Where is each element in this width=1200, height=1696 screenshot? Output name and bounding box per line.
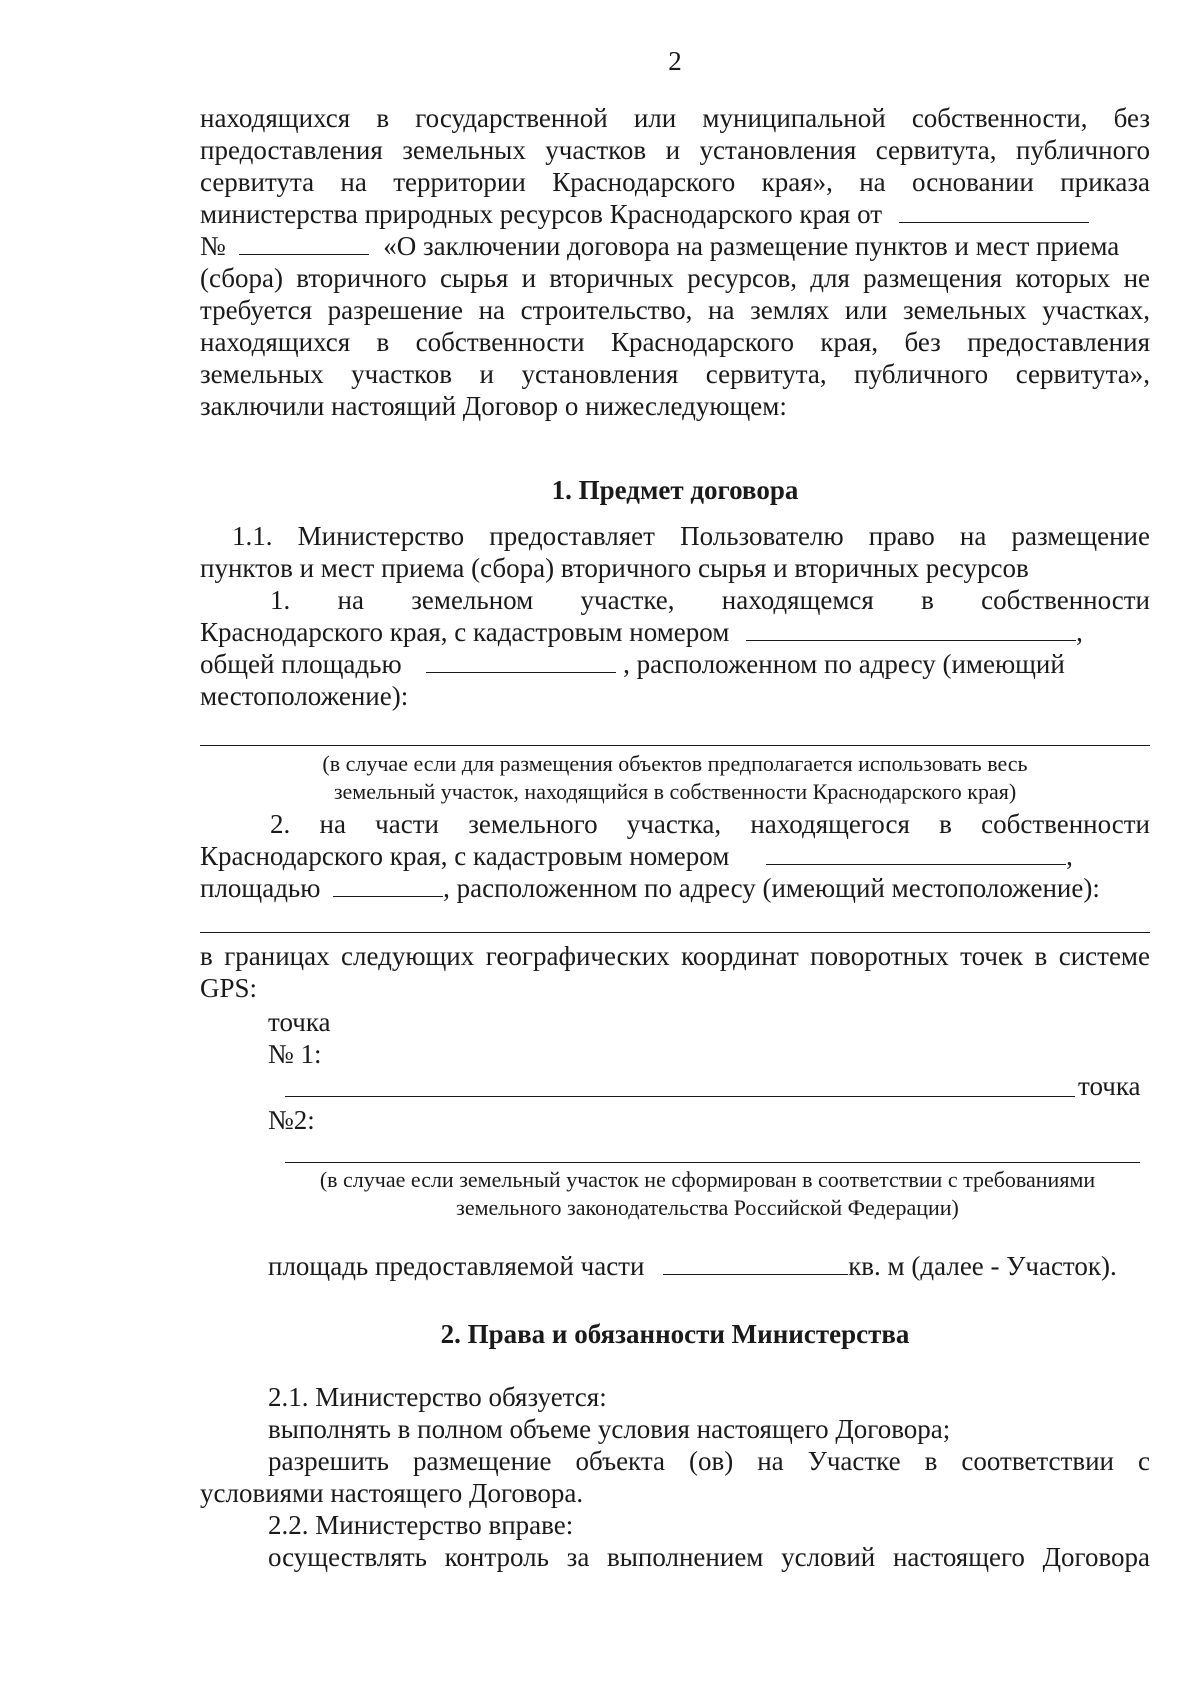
- intro-line-7: требуется разрешение на строительство, на землях или земельных участках,: [200, 295, 1150, 325]
- cadastral-number-blank-2: [766, 842, 1066, 865]
- p22-a-line: осуществлять контроль за выполнением условий настоящего Договора: [268, 1542, 1150, 1572]
- gps-line-2: GPS:: [200, 973, 258, 1003]
- intro-line-2: предоставления земельных участков и установления сервитута, публичного: [200, 135, 1150, 165]
- point2-label: №2:: [268, 1105, 315, 1135]
- item1-line-3: [200, 648, 1150, 680]
- item2-line-2-text: Краснодарского края, с кадастровым номером: [200, 841, 730, 871]
- point1-label: № 1:: [268, 1039, 322, 1069]
- intro-line-4: [200, 198, 1150, 230]
- item1-line-3-rest: , расположенном по адресу (имеющий: [623, 649, 1065, 679]
- area-value-blank: [663, 1252, 848, 1275]
- item1-line-2: [200, 616, 1150, 648]
- p21-b-line-2: условиями настоящего Договора.: [200, 1478, 584, 1508]
- p22-line: 2.2. Министерство вправе:: [268, 1510, 574, 1540]
- item2-line-3: [200, 872, 1150, 904]
- intro-line-5-text: «О заключении договора на размещение пунктов и мест приема: [383, 231, 1120, 261]
- address-blank-2: [200, 932, 1150, 933]
- item1-line-1: 1. на земельном участке, находящемся в собственности: [270, 585, 1150, 615]
- point1-word: точка: [268, 1007, 331, 1037]
- comma: ,: [1076, 617, 1083, 647]
- note2-line-2: земельного законодательства Российской Федерации): [456, 1195, 959, 1220]
- point1-coordinates-blank: [285, 1096, 1075, 1097]
- order-number-blank: [239, 232, 369, 255]
- intro-line-4-text: министерства природных ресурсов Краснодарского края от: [200, 199, 883, 229]
- number-sign: №: [200, 231, 226, 261]
- intro-line-3: сервитута на территории Краснодарского края», на основании приказа: [200, 167, 1150, 197]
- note1-line-1: (в случае если для размещения объектов предполагается использовать весь: [322, 751, 1028, 776]
- item2-line-1: 2. на части земельного участка, находящегося в собственности: [270, 809, 1150, 839]
- page-number: 2: [668, 46, 682, 76]
- point2-coordinates-blank: [285, 1162, 1140, 1163]
- intro-line-6: (сбора) вторичного сырья и вторичных ресурсов, для размещения которых не: [200, 263, 1150, 293]
- item1-line-3-label: общей площадью: [200, 649, 402, 679]
- p11-line-2: пунктов и мест приема (сбора) вторичного сырья и вторичных ресурсов: [200, 553, 1029, 583]
- intro-line-5: [200, 230, 1150, 262]
- area-label: площадь предоставляемой части: [268, 1251, 645, 1281]
- p21-b-line-1: разрешить размещение объекта (ов) на Участке в соответствии с: [268, 1446, 1150, 1476]
- cadastral-number-blank-1: [746, 618, 1076, 641]
- order-date-blank: [899, 200, 1089, 223]
- item2-line-3-label: площадью: [200, 873, 321, 903]
- intro-line-9: земельных участков и установления сервитута, публичного сервитута»,: [200, 359, 1150, 389]
- area-line: [268, 1250, 1150, 1282]
- comma: ,: [1066, 841, 1073, 871]
- part-area-blank: [333, 874, 443, 897]
- point2-word: точка: [1078, 1071, 1141, 1101]
- item1-line-4: местоположение):: [200, 681, 409, 711]
- p21-a-line: выполнять в полном объеме условия настоящего Договора;: [268, 1414, 951, 1444]
- item2-line-3-rest: , расположенном по адресу (имеющий местоположение):: [443, 873, 1100, 903]
- note1-line-2: земельный участок, находящийся в собственности Краснодарского края): [333, 779, 1017, 804]
- section-1-heading: 1. Предмет договора: [551, 475, 799, 505]
- note2-line-1: (в случае если земельный участок не сформирован в соответствии с требованиями: [319, 1167, 1096, 1192]
- intro-line-8: находящихся в собственности Краснодарского края, без предоставления: [200, 327, 1150, 357]
- item2-line-2: [200, 840, 1150, 872]
- p21-line: 2.1. Министерство обязуется:: [268, 1382, 607, 1412]
- area-unit: кв. м (далее - Участок).: [848, 1251, 1117, 1281]
- intro-line-1: находящихся в государственной или муниципальной собственности, без: [200, 103, 1150, 133]
- address-blank-1: [200, 745, 1150, 746]
- gps-line-1: в границах следующих географических координат поворотных точек в системе: [200, 941, 1150, 971]
- section-2-heading: 2. Права и обязанности Министерства: [440, 1319, 910, 1349]
- p11-line-1: 1.1. Министерство предоставляет Пользователю право на размещение: [232, 521, 1150, 551]
- item1-line-2-text: Краснодарского края, с кадастровым номером: [200, 617, 730, 647]
- total-area-blank: [426, 650, 616, 673]
- intro-line-10: заключили настоящий Договор о нижеследующем:: [200, 391, 787, 421]
